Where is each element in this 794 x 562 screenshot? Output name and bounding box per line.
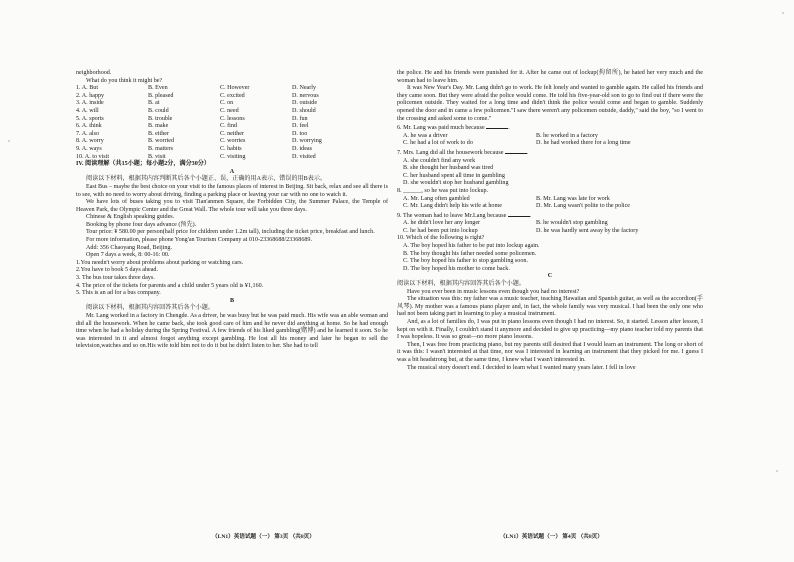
cloze-option: B. visit: [148, 153, 166, 160]
question-6-options: [397, 133, 703, 148]
passage-a-question: 4. The price of the tickets for parents and a child under 5 years old is ¥1,160.: [76, 282, 264, 289]
option: B. he worked in a factory: [536, 132, 598, 139]
passage-a-paragraph: For more information, please phone Yong'an Tourism Company at 010-23368688/23368689.: [86, 237, 313, 244]
cloze-option: D. too: [292, 130, 308, 137]
option: C. he had a lot of work to do: [403, 140, 473, 147]
question-10: 10. Which of the following is right?: [397, 235, 485, 242]
passage-c-paragraph: And, as a lot of families do, I was put in piano lessons even though I had no interest. So, it started. Lesson after lesson, I kept on with it. Finally, I couldn't stand it anymore and decided to give up practicing—my piano teacher told my parents that I was hopeless. It was so great—no more piano lessons.: [397, 319, 703, 341]
passage-a-paragraph: Add: 356 Chaoyang Road, Beijing.: [86, 244, 172, 251]
passage-b-label: B: [229, 297, 235, 304]
question-7: 7. Mrs. Lang did all the housework because .: [397, 149, 529, 156]
right-column: [397, 70, 703, 372]
passage-c-body: [397, 289, 703, 373]
cloze-option-row: [76, 138, 388, 146]
cloze-option: D. Nearly: [292, 85, 317, 92]
footer-page-3: （LN1）英语试题（一） 第3页 （共8页）: [212, 534, 315, 540]
cloze-option: B. could: [148, 107, 169, 114]
cloze-option: D. feel: [292, 123, 309, 130]
cloze-option: C. on: [220, 100, 234, 107]
option: D. he had worked there for a long time: [536, 140, 631, 147]
section-title: IV. 阅读理解（共15小题；每小题2分，满分30分）: [76, 161, 210, 168]
passage-a-instruction: 阅读以下材料，根据其内容判断其后各个小题正、误，正确的用A表示，错误的用B表示。: [86, 176, 327, 183]
option: D. The boy hoped his mother to come back.: [403, 265, 510, 272]
cloze-option: C. However: [220, 85, 250, 92]
cloze-question: What do you think it might be?: [86, 77, 163, 84]
cloze-option: 5. A. sports: [76, 115, 104, 122]
cloze-option: 3. A. inside: [76, 100, 104, 107]
scan-speck: [8, 140, 10, 142]
cloze-option: C. lessons: [220, 115, 245, 122]
passage-c-paragraph: Then, I was free from practicing piano, but my parents still desired that I would learn an instrument. The long or short of it was this: I wasn't interested at that time, nor was I interested in learning an instrument that they picked for me. I guess I was a bit headstrong but, at the same time, I knew what I wasn't interested in.: [397, 341, 703, 363]
passage-c-instruction: 阅读以下材料，根据其内容回答其后各个小题。: [397, 281, 525, 288]
option: C. The boy hoped his father to stop gambling soon.: [403, 258, 528, 265]
question-6: 6. Mr. Lang was paid much because .: [397, 125, 510, 132]
cloze-option: 7. A. also: [76, 130, 100, 137]
option: C. her husband spent all time in gambling: [403, 172, 505, 179]
cloze-option-row: [76, 131, 388, 139]
cloze-option: C. excited: [220, 92, 245, 99]
passage-a-question: 2.You have to book 5 days ahead.: [76, 267, 158, 274]
question-8: 8. ______, so he was put into lockup.: [397, 187, 489, 194]
cloze-option: 4. A. will: [76, 107, 99, 114]
cloze-option-row: [76, 154, 388, 162]
option: A. she couldn't find any work: [403, 157, 476, 164]
cloze-option: D. fun: [292, 115, 308, 122]
passage-b-continuation: the police. He and his friends were punished for it. After he came out of lockup(拘留所), he hated her very much and the woman had to leave him.: [397, 70, 703, 84]
cloze-option: C. worries: [220, 138, 246, 145]
passage-b-instruction: 阅读以下材料，根据其内容回答其后各个小题。: [86, 305, 214, 312]
passage-a-label: A: [229, 168, 235, 175]
cloze-option: C. habits: [220, 145, 242, 152]
passage-a-paragraph: Chinese & English speaking guides.: [86, 214, 175, 221]
question-9: 9. The woman had to leave Mr.Lang because .: [397, 212, 532, 219]
passage-a-paragraph: East Bus – maybe the best choice on your visit to the famous places of interest in Beijing. Sit back, relax and see all there is to see, with no need to worry about driving, finding a parking place or leaving your car with no one to watch it.: [76, 183, 388, 198]
passage-a-question: 3. The bus tour takes three days.: [76, 275, 155, 282]
cloze-option: B. either: [148, 130, 169, 137]
passage-a-paragraph: Booking by phone four days advance (预先).: [86, 221, 197, 228]
cloze-option: D. ideas: [292, 145, 312, 152]
passage-a-question: 1.You needn't worry about problems about parking or watching cars.: [76, 259, 244, 266]
cloze-option: B. worried: [148, 138, 175, 145]
option: A. Mr. Lang often gambled: [403, 195, 470, 202]
passage-a-paragraph: Open 7 days a week, 8: 00-16: 00.: [86, 252, 170, 259]
passage-b-paragraph-2: It was New Year's Day. Mr. Lang didn't go to work. He felt lonely and wanted to gamble again. He called his friends and they came soon. But they were afraid the police would come. He told his five-year-old son to go to find out if there were the policemen outside. They waited for a long time and didn't think the police would come and began to gamble. Suddenly opened the door and in came a few policemen."I saw there weren't any policemen outside, daddy," said the boy, "so I went to the crossing and asked some to come.": [397, 85, 703, 122]
cloze-option-row: [76, 123, 388, 131]
scan-speck: [776, 470, 778, 472]
question-7-options: [397, 158, 703, 188]
cloze-options-table: [76, 85, 388, 161]
option: C. he had been put into lockup: [403, 227, 478, 234]
passage-a-question: 5. This is an ad for a bus company.: [76, 290, 161, 297]
cloze-option: 1. A. But: [76, 85, 99, 92]
question-8-options: [397, 196, 703, 211]
passage-a-paragraph: We have lots of buses taking you to visit Tian'anmen Square, the Forbidden City, the Summer Palace, the Temple of Heaven Park, the Olympic Center and the Great Wall. The whole tour will take you three days.: [76, 199, 388, 213]
scan-speck: [782, 12, 784, 14]
cloze-option: C. find: [220, 123, 237, 130]
passage-b-paragraph: Mr. Lang worked in a factory in Chengde. As a driver, he was busy but he was paid much. His wife was an able woman and did all the housework. When he came back, she took good care of him and he never did anything at home. So he had enough time when he had a holiday during the Spring Festival. A few friends of his liked gambling(赌博) and he learned it soon. So he was interested in it and almost forgot anything except gambling. He lost all his money and later he began to sell the television,watches and so on.His wife told him not to do it but he didn't listen to her. She had to tell: [76, 313, 388, 350]
option: B. The boy thought his father needed some policemen.: [403, 250, 537, 257]
option: A. he was a driver: [403, 132, 448, 139]
cloze-option: D. nervous: [292, 92, 319, 99]
option: D. Mr. Lang wasn't polite to the police: [536, 203, 631, 210]
option: D. she wouldn't stop her husband gambling: [403, 180, 509, 187]
cloze-option: B. trouble: [148, 115, 173, 122]
cloze-option: C. visiting: [220, 153, 246, 160]
cloze-option-row: [76, 93, 388, 101]
cloze-option-row: [76, 146, 388, 154]
question-9-options: [397, 220, 703, 235]
passage-c-label: C: [547, 273, 553, 280]
cloze-option: 9. A. ways: [76, 145, 102, 152]
option: B. Mr. Lang was late for work: [536, 195, 610, 202]
cloze-option: D. should: [292, 107, 316, 114]
cloze-option: 6. A. think: [76, 123, 102, 130]
cloze-option: C. need: [220, 107, 239, 114]
cloze-option-row: [76, 100, 388, 108]
passage-c-paragraph: The situation was this: my father was a music teacher, teaching Hawaiian and Spanish guitar, as well as the accordion(手风琴). My mother was a famous piano player and, in fact, the whole family was very musical. I had been the only one who had not been taking part in learning to play a musical instrument.: [397, 296, 703, 318]
cloze-option: D. worrying: [292, 138, 322, 145]
cloze-option: 10. A. to visit: [76, 153, 110, 160]
passage-a-questions: [76, 260, 388, 298]
cloze-option: B. Even: [148, 85, 168, 92]
option: B. he wouldn't stop gambling: [536, 220, 608, 227]
cloze-option-row: [76, 85, 388, 93]
footer-page-4: （LN1）英语试题（一） 第4页 （共8页）: [500, 534, 603, 540]
option: A. he didn't love her any longer: [403, 220, 481, 227]
cloze-option: 2. A. happy: [76, 92, 105, 99]
cloze-option: 8. A. worry: [76, 138, 104, 145]
cloze-option: B. matters: [148, 145, 174, 152]
question-10-options: [397, 243, 703, 273]
option: B. she thought her husband was tired: [403, 165, 494, 172]
cloze-option: C. neither: [220, 130, 245, 137]
passage-c-paragraph: Have you ever been in music lessons even though you had no interest?: [407, 288, 580, 295]
option: A. The boy hoped his father to be put into lockup again.: [403, 243, 540, 250]
left-column: [76, 70, 388, 351]
option: C. Mr. Lang didn't help his wife at home: [403, 203, 502, 210]
cloze-option: B. at: [148, 100, 160, 107]
cloze-option-row: [76, 108, 388, 116]
cloze-option: D. visited: [292, 153, 316, 160]
passage-c-paragraph: The musical story doesn't end. I decided to learn what I wanted many years later. I fell in love: [407, 364, 636, 371]
passage-a-body: [76, 184, 388, 260]
option: D. he was hardly sent away by the factory: [536, 227, 639, 234]
cloze-option: B. make: [148, 123, 169, 130]
cloze-option: D. outside: [292, 100, 318, 107]
passage-a-paragraph: Tour price: ¥ 580.00 per person(half price for children under 1.2m tall), including the ticket price, breakfast and lunch.: [86, 229, 375, 236]
cloze-passage-tail: neighborhood.: [76, 70, 112, 76]
cloze-option: B. pleased: [148, 92, 174, 99]
